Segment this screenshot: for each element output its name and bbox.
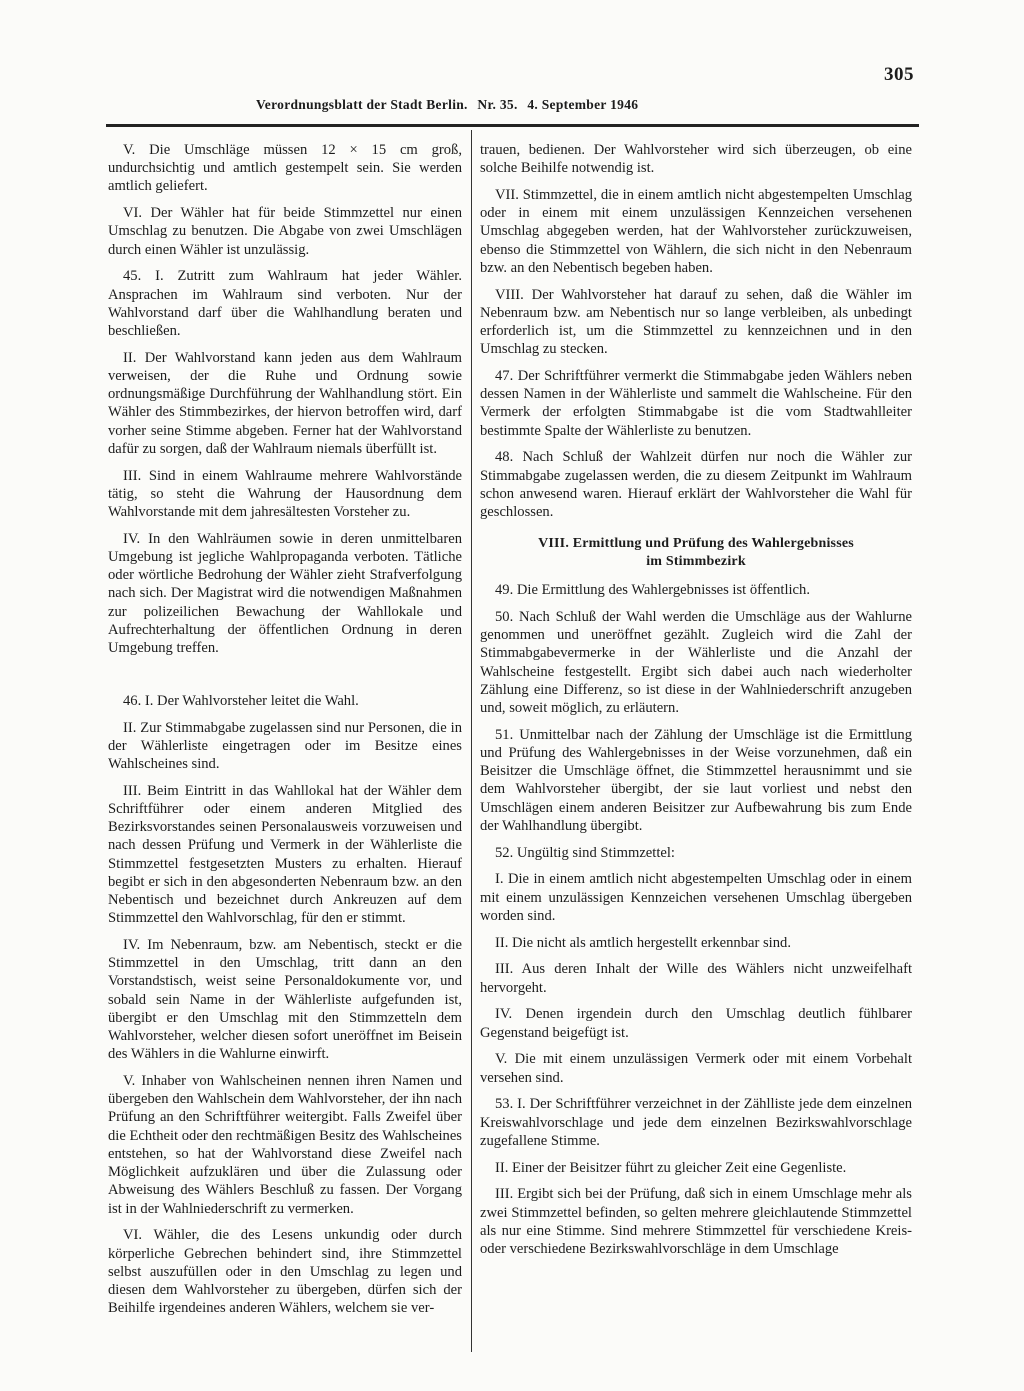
- page-number: 305: [884, 64, 914, 85]
- header-issue: Nr. 35.: [477, 97, 518, 112]
- paragraph: II. Zur Stimmabgabe zugelassen sind nur Personen, die in der Wählerliste eingetragen oder im Besitze eines Wahlscheines sind.: [108, 719, 462, 773]
- header-date: 4. September 1946: [527, 97, 639, 112]
- paragraph: V. Inhaber von Wahlscheinen nennen ihren Namen und übergeben den Wahlschein dem Wahlvorsteher, der ihn nach Prüfung an den Schriftführer weitergibt. Falls Zweifel über die Echtheit oder den rechtmäßigen Besitz des Wahlscheines entstehen, so hat der Wahlvorstand diese Zweifel nach Möglichkeit aufzuklären und über die Zulassung oder Abweisung des Wählers Beschluß zu fassen. Der Vorgang ist in der Wahlniederschrift zu vermerken.: [108, 1073, 462, 1217]
- column-divider: [471, 130, 472, 1352]
- paragraph: 45. I. Zutritt zum Wahlraum hat jeder Wähler. Ansprachen im Wahlraum sind verboten. Nur der Wahlvorstand darf über die Wahlhandlung beraten und beschließen.: [108, 268, 462, 340]
- paragraph: II. Die nicht als amtlich hergestellt erkennbar sind.: [495, 934, 791, 951]
- paragraph: 50. Nach Schluß der Wahl werden die Umschläge aus der Wahlurne genommen und uneröffnet gezählt. Zugleich wird die Zahl der Stimmabgabevermerke in der Wählerliste und die Anzahl der Wahlscheine festgestellt. Ergibt sich dabei auch nach wiederholter Zählung eine Differenz, so ist diese in der Wahlniederschrift anzugeben und, soweit möglich, zu erläutern.: [480, 609, 912, 717]
- paragraph: VIII. Der Wahlvorsteher hat darauf zu sehen, daß die Wähler im Nebenraum bzw. am Nebentisch nur so lange verbleiben, als unbedingt erforderlich ist, um die Stimmzettel zu kennzeichnen und in den Umschlag zu stecken.: [480, 286, 912, 358]
- paragraph: I. Die in einem amtlich nicht abgestempelten Umschlag oder in einem mit einem unzulässigen Kennzeichen versehenen Umschlag übergeben worden sind.: [480, 871, 912, 924]
- paragraph: 49. Die Ermittlung des Wahlergebnisses ist öffentlich.: [495, 582, 810, 599]
- paragraph: 52. Ungültig sind Stimmzettel:: [495, 844, 675, 861]
- paragraph: IV. Im Nebenraum, bzw. am Nebentisch, steckt er die Stimmzettel in den Umschlag, tritt dann an den Vorstandstisch, weist seine Personaldokumente vor, und sobald sein Name in der Wählerliste aufgefunden ist, übergibt er den Umschlag mit den Stimmzetteln dem Wahlvorsteher, welcher diesen sofort uneröffnet im Beisein des Wählers in die Wahlurne einwirft.: [108, 937, 462, 1063]
- paragraph: III. Aus deren Inhalt der Wille des Wählers nicht unzweifelhaft hervorgeht.: [480, 961, 912, 996]
- paragraph: II. Einer der Beisitzer führt zu gleicher Zeit eine Gegenliste.: [495, 1159, 847, 1176]
- paragraph: III. Beim Eintritt in das Wahllokal hat der Wähler dem Schriftführer oder einem anderen Mitglied des Bezirksvorstandes seinen Personalausweis vorzuweisen und nach dessen Prüfung und Vermerk in der Wählerliste die Stimmzettel festgesetzten Musters zu erhalten. Hierauf begibt er sich in den abgesonderten Nebenraum bzw. an den Nebentisch und bezeichnet durch Ankreuzen auf dem Stimmzettel den Wahlvorschlag, für den er stimmt.: [108, 782, 462, 927]
- paragraph: 47. Der Schriftführer vermerkt die Stimmabgabe jeden Wählers neben dessen Namen in der Wählerliste und sammelt die Wahlscheine. Für den Vermerk der erfolgten Stimmabgabe ist die vom Stadtwahlleiter bestimmte Spalte der Wählerliste zu benutzen.: [480, 368, 912, 439]
- paragraph: III. Ergibt sich bei der Prüfung, daß sich in einem Umschlage mehr als zwei Stimmzettel befinden, so gelten mehrere gleichlautende Stimmzettel als nur eine Stimme. Sind mehrere Stimmzettel für verschiedene Kreis- oder verschiedene Bezirkswahlvorschläge in dem Umschlage: [480, 1186, 912, 1258]
- header-rule: [106, 124, 919, 127]
- paragraph: IV. Denen irgendein durch den Umschlag deutlich fühlbarer Gegenstand beigefügt ist.: [480, 1006, 912, 1041]
- section-heading-line: im Stimmbezirk: [646, 554, 746, 570]
- paragraph: VI. Wähler, die des Lesens unkundig oder durch körperliche Gebrechen behindert sind, ihre Stimmzettel selbst auszufüllen oder in den Umschlag zu legen und diesen dem Wahlvorsteher zu übergeben, dürfen sich der Beihilfe irgendeines anderen Wählers, welchem sie ver-: [108, 1227, 462, 1317]
- left-column: [108, 141, 462, 1326]
- paragraph: 46. I. Der Wahlvorsteher leitet die Wahl.: [123, 692, 359, 709]
- section-heading: [480, 535, 912, 571]
- paragraph: IV. In den Wahlräumen sowie in deren unmittelbaren Umgebung ist jegliche Wahlpropaganda verboten. Tätliche oder wörtliche Bedrohung der Wähler zieht Strafverfolgung nach sich. Der Magistrat wird die notwendigen Maßnahmen zur polizeilichen Bewachung der Wahllokale und Aufrechterhaltung der öffentlichen Ordnung in deren Umgebung treffen.: [108, 530, 462, 657]
- paragraph: VII. Stimmzettel, die in einem amtlich nicht abgestempelten Umschlag oder in einem mit einem unzulässigen Kennzeichen versehenen Umschlag abgegeben werden, hat der Wahlvorsteher zurückzuweisen, ebenso die Stimmzettel von Wählern, die sich nicht in den Nebenraum bzw. an den Nebentisch begeben haben.: [480, 187, 912, 276]
- paragraph: 48. Nach Schluß der Wahlzeit dürfen nur noch die Wähler zur Stimmabgabe zugelassen werden, die zu diesem Zeitpunkt im Wahlraum schon anwesend waren. Hierauf erklärt der Wahlvorsteher die Wahl für geschlossen.: [480, 449, 912, 521]
- right-column: [480, 141, 912, 1267]
- header-publication: Verordnungsblatt der Stadt Berlin.: [256, 97, 468, 112]
- paragraph: III. Sind in einem Wahlraume mehrere Wahlvorstände tätig, so steht die Wahrung der Hausordnung dem Wahlvorstande mit dem jahresältesten Vorsteher zu.: [108, 467, 462, 521]
- paragraph: VI. Der Wähler hat für beide Stimmzettel nur einen Umschlag zu benutzen. Die Abgabe von zwei Umschlägen durch einen Wähler ist unzulässig.: [108, 205, 462, 258]
- paragraph: 53. I. Der Schriftführer verzeichnet in der Zählliste jede dem einzelnen Kreiswahlvorschlage und jede dem einzelnen Bezirkswahlvorschlage zugefallene Stimme.: [480, 1096, 912, 1149]
- section-heading-line: VIII. Ermittlung und Prüfung des Wahlergebnisses: [538, 536, 854, 552]
- page-header: [256, 97, 644, 113]
- paragraph: 51. Unmittelbar nach der Zählung der Umschläge ist die Ermittlung und Prüfung des Wahlergebnisses in der Weise vorzunehmen, daß ein Beisitzer die Umschläge öffnet, die Stimmzettel herausnimmt und sie dem Wahlvorsteher übergibt, der sie laut vorliest und nebst den Umschlägen einem anderen Beisitzer zur Aufbewahrung bis zum Ende der Wahlhandlung übergibt.: [480, 726, 912, 834]
- paragraph: V. Die mit einem unzulässigen Vermerk oder mit einem Vorbehalt versehen sind.: [480, 1051, 912, 1086]
- spacer: [108, 666, 462, 692]
- paragraph: V. Die Umschläge müssen 12 × 15 cm groß, undurchsichtig und amtlich gestempelt sein. Sie werden amtlich geliefert.: [108, 142, 462, 195]
- paragraph: trauen, bedienen. Der Wahlvorsteher wird sich überzeugen, ob eine solche Beihilfe notwendig ist.: [480, 142, 912, 177]
- paragraph: II. Der Wahlvorstand kann jeden aus dem Wahlraum verweisen, der die Ruhe und Ordnung sowie ordnungsmäßige Durchführung der Wahlhandlung stört. Ein Wähler des Stimmbezirkes, der hiervon betroffen wird, darf vorher seine Stimme abgeben. Ferner hat der Wahlvorstand dafür zu sorgen, daß der Wahlraum niemals überfüllt ist.: [108, 349, 462, 457]
